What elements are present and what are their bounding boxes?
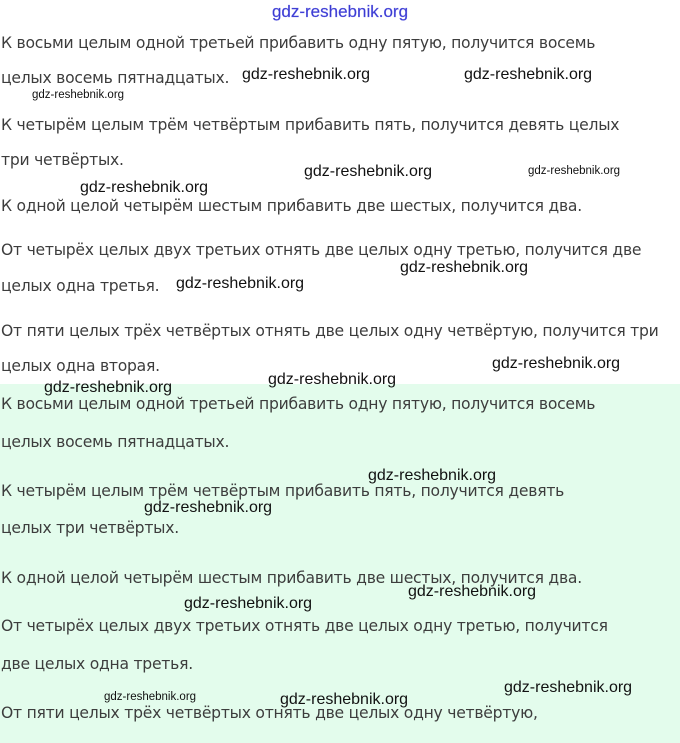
text-line: три четвёртых. [1, 151, 124, 169]
text-line: К четырём целым трём четвёртым прибавить пять, получится девять целых [1, 116, 620, 134]
text-line: целых одна вторая. [1, 357, 160, 375]
watermark: gdz-reshebnik.org [504, 679, 633, 696]
watermark: gdz-reshebnik.org [368, 467, 497, 484]
text-line: целых одна третья. [1, 277, 160, 295]
text-line: две целых одна третья. [1, 655, 193, 673]
watermark: gdz-reshebnik.org [400, 259, 529, 276]
text-line: От пяти целых трёх четвёртых отнять две целых одну четвёртую, [1, 704, 538, 722]
watermark: gdz-reshebnik.org [44, 379, 173, 396]
text-line: От четырёх целых двух третьих отнять две целых одну третью, получится [1, 617, 608, 635]
text-line: целых три четвёртых. [1, 519, 179, 537]
text-line: целых восемь пятнадцатых. [1, 69, 230, 87]
watermark: gdz-reshebnik.org [528, 165, 621, 177]
watermark: gdz-reshebnik.org [408, 583, 537, 600]
text-line: К восьми целым одной третьей прибавить одну пятую, получится восемь [1, 395, 596, 413]
watermark: gdz-reshebnik.org [184, 595, 313, 612]
watermark: gdz-reshebnik.org [280, 691, 409, 708]
text-line: К одной целой четырём шестым прибавить две шестых, получится два. [1, 197, 582, 215]
text-line: От пяти целых трёх четвёртых отнять две целых одну четвёртую, получится три [1, 322, 659, 340]
header-watermark: gdz-reshebnik.org [271, 2, 409, 21]
text-line: К восьми целым одной третьей прибавить одну пятую, получится восемь [1, 34, 596, 52]
watermark: gdz-reshebnik.org [304, 163, 433, 180]
text-line: К одной целой четырём шестым прибавить две шестых, получится два. [1, 569, 582, 587]
text-line: целых восемь пятнадцатых. [1, 433, 230, 451]
text-line: От четырёх целых двух третьих отнять две целых одну третью, получится две [1, 241, 642, 259]
watermark: gdz-reshebnik.org [32, 89, 125, 101]
watermark: gdz-reshebnik.org [176, 275, 305, 292]
watermark: gdz-reshebnik.org [104, 691, 197, 703]
watermark: gdz-reshebnik.org [242, 66, 371, 83]
text-line: К четырём целым трём четвёртым прибавить пять, получится девять [1, 482, 565, 500]
watermark: gdz-reshebnik.org [80, 179, 209, 196]
watermark: gdz-reshebnik.org [144, 499, 273, 516]
watermark: gdz-reshebnik.org [268, 371, 397, 388]
watermark: gdz-reshebnik.org [464, 66, 593, 83]
watermark: gdz-reshebnik.org [492, 355, 621, 372]
